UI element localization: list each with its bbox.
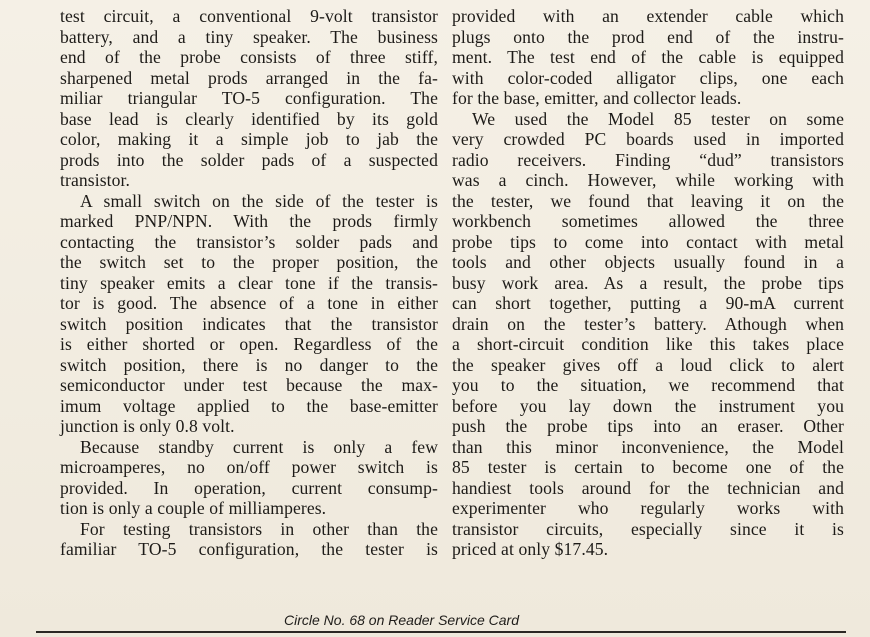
text-line: battery, and a tiny speaker. The business — [60, 26, 438, 47]
text-line: the switch set to the proper position, the — [60, 252, 438, 272]
text-line: semiconductor under test because the max- — [60, 375, 438, 395]
article-column-left — [60, 6, 438, 560]
article-column-right — [452, 6, 844, 560]
text-line: with color-coded alligator clips, one each — [452, 67, 844, 88]
paragraph-start-line: For testing transistors in other than the — [80, 518, 438, 539]
footer-divider — [36, 631, 846, 633]
text-line: switch position indicates that the transistor — [60, 313, 438, 334]
text-line: end of the probe consists of three stiff, — [60, 47, 438, 67]
text-line: sharpened metal prods arranged in the fa- — [60, 67, 438, 88]
text-line: imum voltage applied to the base-emitter — [60, 395, 438, 416]
text-line: tools and other objects usually found in a — [452, 252, 844, 272]
text-line: junction is only 0.8 volt. — [60, 416, 235, 436]
text-line: for the base, emitter, and collector leads. — [452, 88, 742, 108]
text-line: a short-circuit condition like this takes place — [452, 334, 844, 354]
text-line: was a cinch. However, while working with — [452, 170, 844, 190]
text-line: handiest tools around for the technician and — [452, 477, 844, 498]
text-line: busy work area. As a result, the probe tips — [452, 272, 844, 293]
text-line: push the probe tips into an eraser. Other — [452, 416, 844, 436]
text-line: tor is good. The absence of a tone in either — [60, 293, 438, 313]
text-line: ment. The test end of the cable is equipped — [452, 47, 844, 67]
paragraph-start-line: A small switch on the side of the tester is — [80, 190, 438, 211]
text-line: is either shorted or open. Regardless of the — [60, 334, 438, 354]
text-line: base lead is clearly identified by its gold — [60, 108, 438, 129]
text-line: very crowded PC boards used in imported — [452, 129, 844, 149]
text-line: microamperes, no on/off power switch is — [60, 457, 438, 477]
text-line: than this minor inconvenience, the Model — [452, 436, 844, 457]
text-line: before you lay down the instrument you — [452, 395, 844, 416]
text-line: radio receivers. Finding “dud” transistors — [452, 149, 844, 170]
text-line: switch position, there is no danger to the — [60, 354, 438, 375]
text-line: prods into the solder pads of a suspected — [60, 149, 438, 170]
text-line: transistor. — [60, 170, 131, 190]
text-line: tion is only a couple of milliamperes. — [60, 498, 327, 518]
text-line: experimenter who regularly works with — [452, 498, 844, 518]
text-line: drain on the tester’s battery. Athough when — [452, 313, 844, 334]
text-line: plugs onto the prod end of the instru- — [452, 26, 844, 47]
paragraph-start-line: We used the Model 85 tester on some — [472, 108, 844, 129]
text-line: test circuit, a conventional 9-volt transistor — [60, 6, 438, 26]
text-line: tiny speaker emits a clear tone if the transis- — [60, 272, 438, 293]
text-line: provided. In operation, current consump- — [60, 477, 438, 498]
text-line: workbench sometimes allowed the three — [452, 211, 844, 231]
text-line: provided with an extender cable which — [452, 6, 844, 26]
text-line: priced at only $17.45. — [452, 539, 609, 559]
text-line: familiar TO-5 configuration, the tester is — [60, 539, 438, 559]
text-line: marked PNP/NPN. With the prods firmly — [60, 211, 438, 231]
text-line: miliar triangular TO-5 configuration. The — [60, 88, 438, 108]
text-line: 85 tester is certain to become one of the — [452, 457, 844, 477]
text-line: color, making it a simple job to jab the — [60, 129, 438, 149]
paragraph-start-line: Because standby current is only a few — [80, 436, 438, 457]
text-line: can short together, putting a 90-mA current — [452, 293, 844, 313]
text-line: you to the situation, we recommend that — [452, 375, 844, 395]
text-line: probe tips to come into contact with metal — [452, 231, 844, 252]
text-line: the speaker gives off a loud click to alert — [452, 354, 844, 375]
text-line: contacting the transistor’s solder pads and — [60, 231, 438, 252]
text-line: transistor circuits, especially since it is — [452, 518, 844, 539]
reader-service-card-note: Circle No. 68 on Reader Service Card — [284, 612, 519, 628]
text-line: the tester, we found that leaving it on the — [452, 190, 844, 211]
